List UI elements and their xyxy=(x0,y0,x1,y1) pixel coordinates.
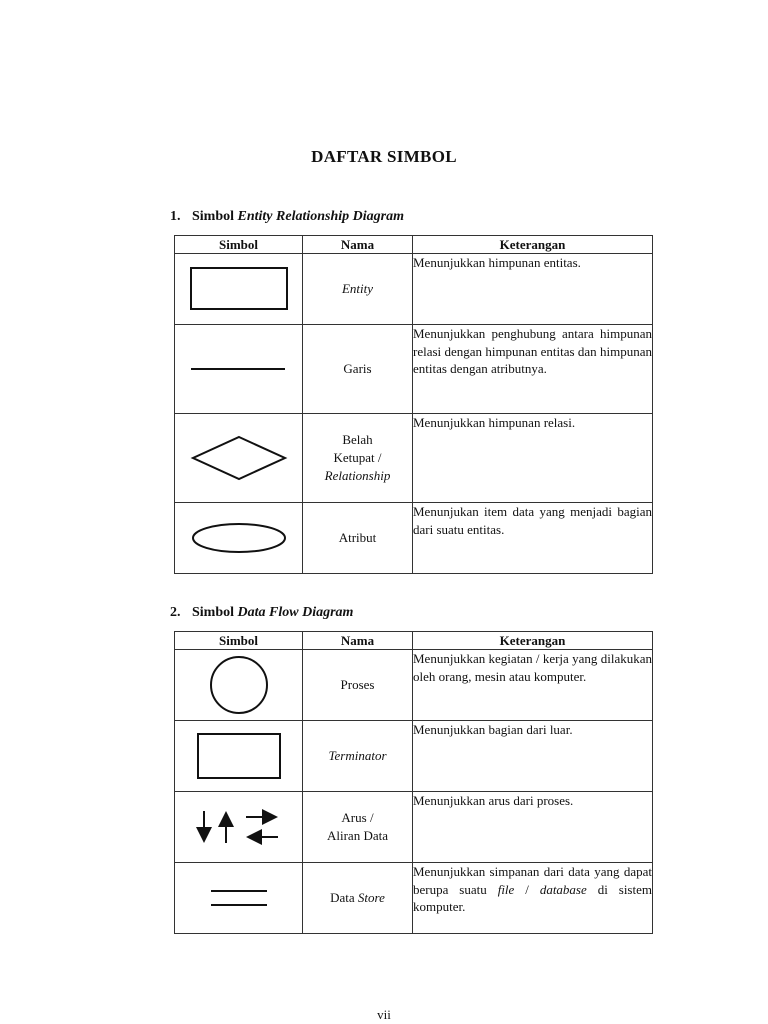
name-cell: Data Store xyxy=(303,863,413,934)
symbol-cell xyxy=(175,863,303,934)
section-title-italic: Data Flow Diagram xyxy=(237,605,354,620)
header-keterangan: Keterangan xyxy=(413,632,653,650)
description-cell: Menunjukkan bagian dari luar. xyxy=(413,721,653,792)
name-cell: Garis xyxy=(303,325,413,414)
name-cell: Proses xyxy=(303,650,413,721)
section-number: 1. xyxy=(170,209,181,224)
rectangle-icon xyxy=(189,266,289,312)
section-heading-dfd xyxy=(170,605,353,621)
symbol-cell xyxy=(175,254,303,325)
header-keterangan: Keterangan xyxy=(413,236,653,254)
name-cell: Belah Ketupat / Relationship xyxy=(303,414,413,503)
symbol-cell xyxy=(175,414,303,503)
section-number: 2. xyxy=(170,605,181,620)
header-nama: Nama xyxy=(303,632,413,650)
header-nama: Nama xyxy=(303,236,413,254)
table-row xyxy=(175,414,653,503)
line-icon xyxy=(189,364,289,374)
name-cell: Atribut xyxy=(303,503,413,574)
page-number: vii xyxy=(377,1007,391,1022)
header-simbol: Simbol xyxy=(175,236,303,254)
table-row xyxy=(175,792,653,863)
description-cell: Menunjukan item data yang menjadi bagian dari suatu entitas. xyxy=(413,503,653,574)
description-cell: Menunjukkan himpunan relasi. xyxy=(413,414,653,503)
description-cell: Menunjukkan simpanan dari data yang dapat berupa suatu file / database di sistem komputer. xyxy=(413,863,653,934)
symbol-cell xyxy=(175,650,303,721)
double-line-icon xyxy=(209,887,269,909)
table-row xyxy=(175,254,653,325)
section-title-italic: Entity Relationship Diagram xyxy=(237,209,404,224)
table-row xyxy=(175,503,653,574)
arrows-icon xyxy=(194,807,284,847)
circle-icon xyxy=(207,653,271,717)
symbol-cell xyxy=(175,792,303,863)
section-prefix: Simbol xyxy=(192,209,238,224)
name-cell: Terminator xyxy=(303,721,413,792)
description-cell: Menunjukkan penghubung antara himpunan relasi dengan himpunan entitas dan himpunan entitas dengan atributnya. xyxy=(413,325,653,414)
page-title: DAFTAR SIMBOL xyxy=(311,147,457,166)
name-cell: Entity xyxy=(303,254,413,325)
section-heading-erd xyxy=(170,209,404,225)
table-row xyxy=(175,650,653,721)
table-header-row xyxy=(175,236,653,254)
table-row xyxy=(175,863,653,934)
table-row xyxy=(175,721,653,792)
ellipse-icon xyxy=(189,521,289,555)
rectangle-icon xyxy=(196,732,282,780)
table-header-row xyxy=(175,632,653,650)
description-cell: Menunjukkan himpunan entitas. xyxy=(413,254,653,325)
section-prefix: Simbol xyxy=(192,605,238,620)
erd-symbol-table xyxy=(174,235,653,574)
diamond-icon xyxy=(189,435,289,481)
name-cell: Arus / Aliran Data xyxy=(303,792,413,863)
description-cell: Menunjukkan kegiatan / kerja yang dilakukan oleh orang, mesin atau komputer. xyxy=(413,650,653,721)
description-cell: Menunjukkan arus dari proses. xyxy=(413,792,653,863)
header-simbol: Simbol xyxy=(175,632,303,650)
symbol-cell xyxy=(175,503,303,574)
symbol-cell xyxy=(175,325,303,414)
table-row xyxy=(175,325,653,414)
symbol-cell xyxy=(175,721,303,792)
dfd-symbol-table xyxy=(174,631,653,934)
